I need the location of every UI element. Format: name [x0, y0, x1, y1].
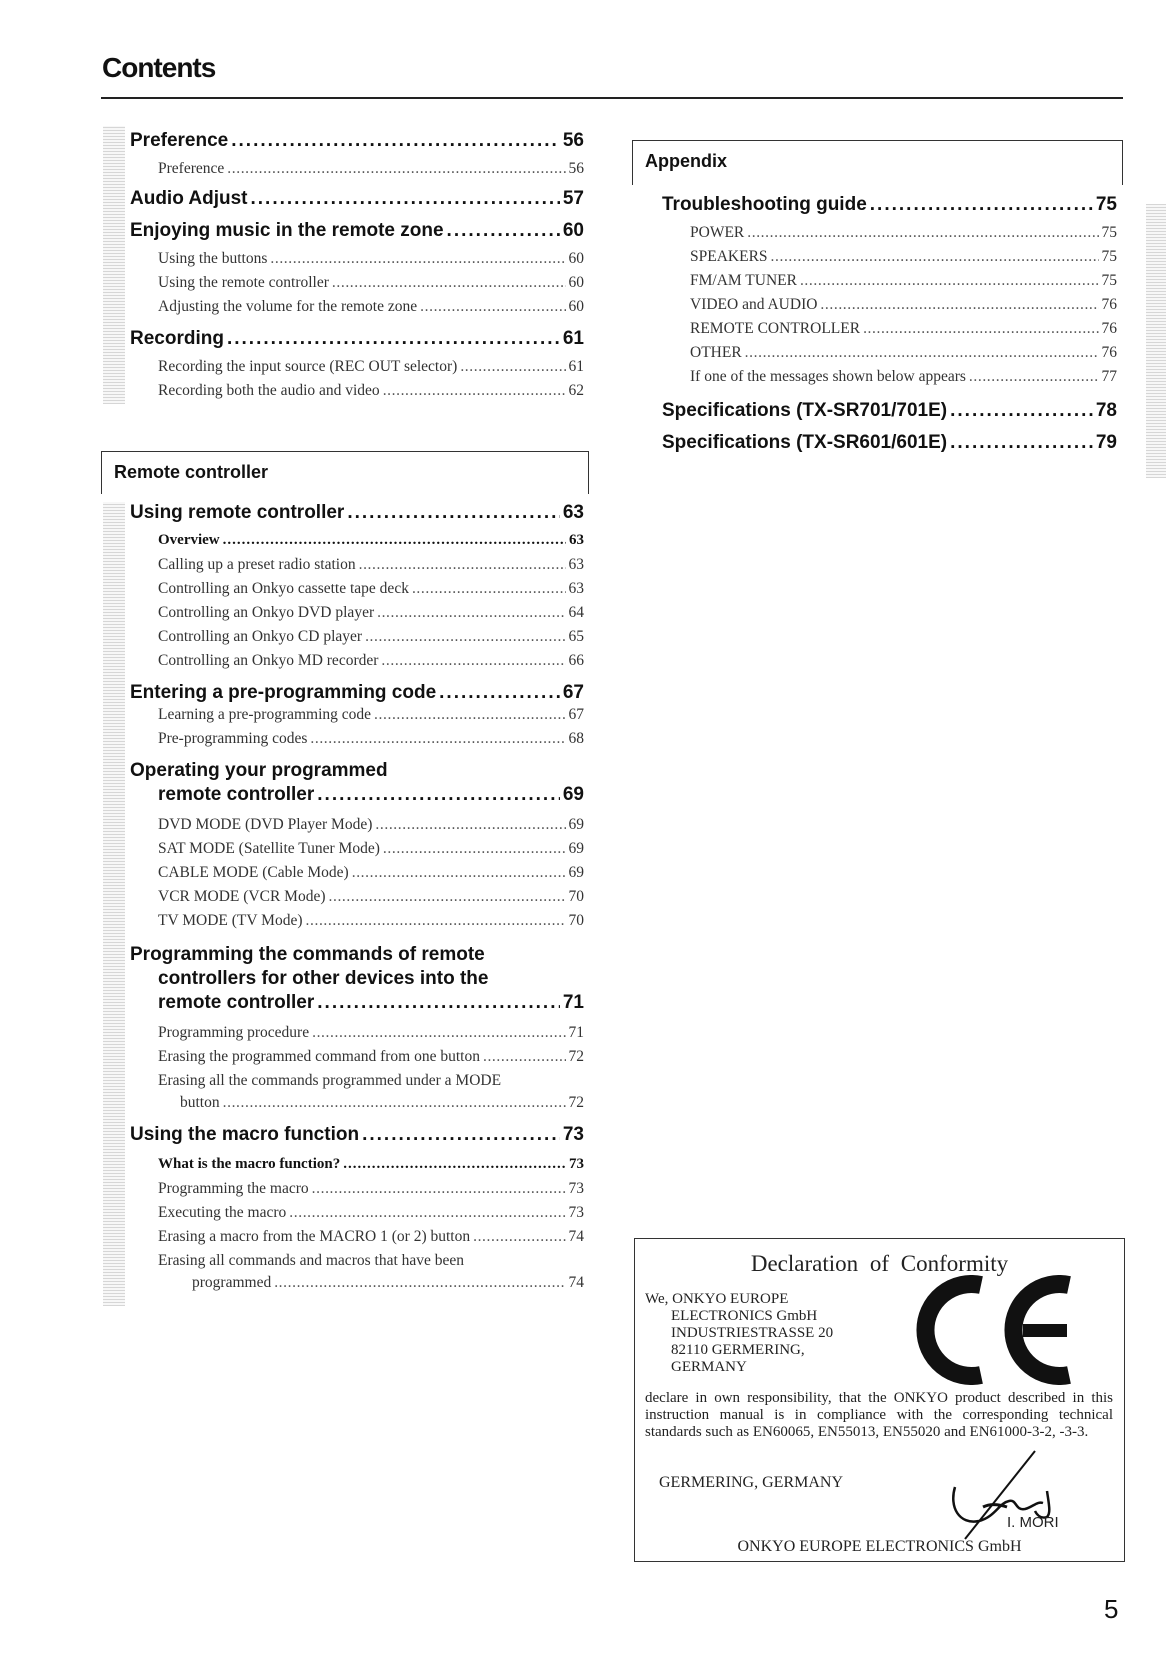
entry-label: Executing the macro [158, 1204, 287, 1221]
dot-leader [863, 320, 1098, 338]
page-ref: 61 [568, 358, 584, 375]
declaration-text: declare in own responsibility, that the ONKYO product described in this instruction manual is in compliance with the corresponding technical standards such as EN60065, EN55013, EN55020 and EN61000-3-2, -3-3. [645, 1390, 1113, 1440]
entry-label: OTHER [690, 344, 742, 361]
entry-label: Using the macro function [130, 1124, 360, 1145]
entry-label: Programming the commands of remote [130, 944, 485, 965]
section-bar [103, 502, 125, 1306]
toc-heading [130, 760, 430, 784]
dot-leader [412, 580, 566, 598]
dot-leader [310, 730, 565, 748]
address-line: GERMANY [671, 1359, 747, 1375]
ce-mark-icon [911, 1275, 1081, 1385]
page-ref: 78 [1095, 400, 1117, 421]
dot-leader [365, 628, 565, 646]
page-ref: 76 [1101, 320, 1117, 337]
toc-entry [158, 628, 584, 650]
dot-leader [317, 784, 560, 806]
page-ref: 56 [568, 160, 584, 177]
dot-leader [251, 188, 560, 210]
toc-heading [130, 130, 584, 154]
dot-leader [950, 432, 1093, 454]
toc-entry [158, 730, 584, 752]
page-ref: 70 [568, 912, 584, 929]
page-ref: 60 [568, 274, 584, 291]
entry-label: Controlling an Onkyo MD recorder [158, 652, 379, 669]
address-line: 82110 GERMERING, [671, 1342, 805, 1358]
toc-entry [158, 1048, 584, 1070]
company-name: ONKYO EUROPE ELECTRONICS GmbH [737, 1538, 1022, 1555]
dot-leader [317, 992, 560, 1014]
toc-entry [158, 1228, 584, 1250]
entry-label: Preference [130, 130, 229, 151]
dot-leader [332, 274, 566, 292]
page-ref: 71 [562, 992, 584, 1013]
entry-label: Controlling an Onkyo CD player [158, 628, 363, 645]
dot-leader [447, 220, 560, 242]
page-ref: 57 [562, 188, 584, 209]
toc-heading [130, 682, 584, 706]
page-ref: 72 [568, 1094, 584, 1111]
page-ref: 63 [562, 502, 584, 523]
dot-leader [270, 250, 565, 268]
toc-entry [690, 272, 1117, 294]
entry-label: Learning a pre-programming code [158, 706, 372, 723]
dot-leader [747, 224, 1098, 242]
entry-label: FM/AM TUNER [690, 272, 797, 289]
dot-leader [347, 502, 560, 524]
toc-heading [130, 502, 584, 526]
entry-label: CABLE MODE (Cable Mode) [158, 864, 349, 881]
signatory-name: I. MORI [1007, 1514, 1059, 1531]
dot-leader [771, 248, 1099, 266]
toc-entry [158, 382, 584, 404]
dot-leader [820, 296, 1098, 314]
page-ref: 73 [568, 1204, 584, 1221]
entry-label: Calling up a preset radio station [158, 556, 356, 573]
dot-leader [231, 130, 560, 152]
entry-label: Erasing all commands and macros that have been [158, 1252, 465, 1269]
entry-label: Specifications (TX-SR701/701E) [662, 400, 948, 421]
entry-label: POWER [690, 224, 745, 241]
entry-label: SPEAKERS [690, 248, 768, 265]
entry-label: Erasing all the commands programmed under a MODE [158, 1072, 502, 1089]
toc-heading [158, 992, 584, 1016]
dot-leader [950, 400, 1093, 422]
page-title: Contents [102, 52, 216, 83]
page-number: 5 [1104, 1594, 1119, 1624]
dot-leader [969, 368, 1099, 386]
page-ref: 69 [568, 840, 584, 857]
toc-entry [158, 358, 584, 380]
toc-entry [690, 224, 1117, 246]
section-title: Appendix [645, 151, 728, 171]
page-ref: 68 [568, 730, 584, 747]
address-line: INDUSTRIESTRASSE 20 [671, 1325, 834, 1341]
toc-entry [158, 888, 584, 910]
toc-entry [158, 1204, 584, 1226]
dot-leader [383, 382, 566, 400]
dot-leader [223, 532, 566, 549]
section-bar [103, 126, 125, 404]
title-rule [101, 97, 1123, 99]
dot-leader [439, 682, 560, 704]
page-ref: 76 [1101, 344, 1117, 361]
entry-label: DVD MODE (DVD Player Mode) [158, 816, 373, 833]
page-ref: 63 [569, 532, 584, 548]
page-ref: 56 [562, 130, 584, 151]
entry-label: Erasing the programmed command from one button [158, 1048, 480, 1065]
dot-leader [227, 328, 560, 350]
entry-label: REMOTE CONTROLLER [690, 320, 861, 337]
dot-leader [383, 840, 566, 858]
toc-entry [158, 274, 584, 296]
page-ref: 74 [568, 1274, 584, 1291]
entry-label: SAT MODE (Satellite Tuner Mode) [158, 840, 380, 857]
section-bar [1146, 204, 1166, 478]
toc-entry [158, 1024, 584, 1046]
entry-label: VIDEO and AUDIO [690, 296, 818, 313]
entry-label: Programming procedure [158, 1024, 310, 1041]
entry-label: Preference [158, 160, 225, 177]
dot-leader [377, 604, 565, 622]
dot-leader [870, 194, 1093, 216]
toc-entry [158, 864, 584, 886]
page-ref: 65 [568, 628, 584, 645]
page-ref: 69 [562, 784, 584, 805]
dot-leader [362, 1124, 560, 1146]
dot-leader [473, 1228, 565, 1246]
address-line: We, ONKYO EUROPE [645, 1291, 789, 1307]
page-ref: 77 [1101, 368, 1117, 385]
page-ref: 67 [562, 682, 584, 703]
dot-leader [306, 912, 566, 930]
page-ref: 76 [1101, 296, 1117, 313]
entry-label: Specifications (TX-SR601/601E) [662, 432, 948, 453]
page-ref: 60 [562, 220, 584, 241]
toc-heading [662, 432, 1117, 456]
entry-label: button [180, 1094, 220, 1111]
dot-leader [352, 864, 566, 882]
page-ref: 74 [568, 1228, 584, 1245]
toc-entry [158, 160, 584, 182]
toc-entry [158, 912, 584, 934]
entry-label: Pre-programming codes [158, 730, 308, 747]
toc-entry [192, 1274, 584, 1296]
toc-heading [130, 188, 584, 212]
dot-leader [745, 344, 1099, 362]
entry-label: Controlling an Onkyo DVD player [158, 604, 375, 621]
dot-leader [289, 1204, 565, 1222]
dot-leader [312, 1180, 566, 1198]
toc-entry [158, 652, 584, 674]
toc-entry [690, 248, 1117, 270]
toc-entry [158, 532, 584, 554]
entry-label: Recording [130, 328, 224, 349]
toc-heading [130, 328, 584, 352]
page-ref: 66 [568, 652, 584, 669]
toc-entry [180, 1094, 584, 1116]
dot-leader [274, 1274, 565, 1292]
entry-label: programmed [192, 1274, 272, 1291]
page-ref: 63 [568, 556, 584, 573]
page-ref: 60 [568, 298, 584, 315]
entry-label: Erasing a macro from the MACRO 1 (or 2) button [158, 1228, 471, 1245]
entry-label: Recording both the audio and video [158, 382, 380, 399]
toc-entry [158, 298, 584, 320]
toc-entry [158, 250, 584, 272]
dot-leader [375, 816, 565, 834]
entry-label: Using the remote controller [158, 274, 329, 291]
page-ref: 62 [568, 382, 584, 399]
toc-entry [158, 706, 584, 728]
dot-leader [223, 1094, 566, 1112]
entry-label: remote controller [158, 992, 315, 1013]
entry-label: controllers for other devices into the [158, 968, 489, 989]
toc-heading [130, 220, 584, 244]
toc-heading [158, 784, 584, 808]
entry-label: Controlling an Onkyo cassette tape deck [158, 580, 409, 597]
toc-entry [158, 1180, 584, 1202]
dot-leader [483, 1048, 566, 1066]
toc-entry [158, 1072, 578, 1094]
entry-label: Entering a pre-programming code [130, 682, 437, 703]
toc-entry [158, 840, 584, 862]
page-ref: 63 [568, 580, 584, 597]
dot-leader [343, 1156, 566, 1173]
page-ref: 75 [1101, 248, 1117, 265]
page-ref: 73 [569, 1156, 584, 1172]
entry-label: Enjoying music in the remote zone [130, 220, 444, 241]
toc-entry [158, 604, 584, 626]
dot-leader [227, 160, 565, 178]
page-ref: 75 [1095, 194, 1117, 215]
entry-label: What is the macro function? [158, 1156, 341, 1172]
address-line: ELECTRONICS GmbH [671, 1308, 818, 1324]
page-ref: 61 [562, 328, 584, 349]
entry-label: Audio Adjust [130, 188, 248, 209]
entry-label: VCR MODE (VCR Mode) [158, 888, 326, 905]
entry-label: Adjusting the volume for the remote zone [158, 298, 418, 315]
toc-entry [690, 296, 1117, 318]
toc-entry [158, 1252, 578, 1274]
dot-leader [374, 706, 565, 724]
dot-leader [420, 298, 565, 316]
page-ref: 73 [562, 1124, 584, 1145]
toc-entry [158, 556, 584, 578]
page-ref: 71 [568, 1024, 584, 1041]
remote-controller-header [101, 451, 589, 494]
page-ref: 75 [1101, 224, 1117, 241]
toc-heading [662, 400, 1117, 424]
toc-heading [130, 1124, 584, 1148]
declaration-of-conformity [634, 1238, 1125, 1562]
section-title: Remote controller [114, 462, 269, 482]
dot-leader [359, 556, 566, 574]
toc-heading [158, 968, 558, 992]
toc-entry [690, 344, 1117, 366]
dot-leader [312, 1024, 565, 1042]
entry-label: If one of the messages shown below appears [690, 368, 966, 385]
entry-label: Using the buttons [158, 250, 268, 267]
toc-entry [690, 368, 1117, 390]
declaration-place: GERMERING, GERMANY [659, 1474, 843, 1491]
entry-label: Overview [158, 532, 220, 548]
entry-label: Troubleshooting guide [662, 194, 867, 215]
page-ref: 73 [568, 1180, 584, 1197]
dot-leader [329, 888, 566, 906]
entry-label: Recording the input source (REC OUT selector) [158, 358, 458, 375]
toc-entry [690, 320, 1117, 342]
page-ref: 75 [1101, 272, 1117, 289]
page-ref: 60 [568, 250, 584, 267]
entry-label: Using remote controller [130, 502, 345, 523]
toc-entry [158, 816, 584, 838]
page-ref: 70 [568, 888, 584, 905]
appendix-header [632, 140, 1123, 185]
dot-leader [800, 272, 1099, 290]
dot-leader [381, 652, 565, 670]
toc-entry [158, 1156, 584, 1178]
toc-heading [662, 194, 1117, 218]
page-ref: 72 [568, 1048, 584, 1065]
declaration-title: Declaration of Conformity [750, 1251, 1009, 1276]
toc-heading [130, 944, 550, 968]
page-ref: 69 [568, 816, 584, 833]
toc-entry [158, 580, 584, 602]
page-ref: 67 [568, 706, 584, 723]
entry-label: Operating your programmed [130, 760, 388, 781]
entry-label: remote controller [158, 784, 315, 805]
dot-leader [460, 358, 565, 376]
page-ref: 69 [568, 864, 584, 881]
entry-label: Programming the macro [158, 1180, 309, 1197]
page-ref: 64 [568, 604, 584, 621]
entry-label: TV MODE (TV Mode) [158, 912, 303, 929]
page-ref: 79 [1095, 432, 1117, 453]
